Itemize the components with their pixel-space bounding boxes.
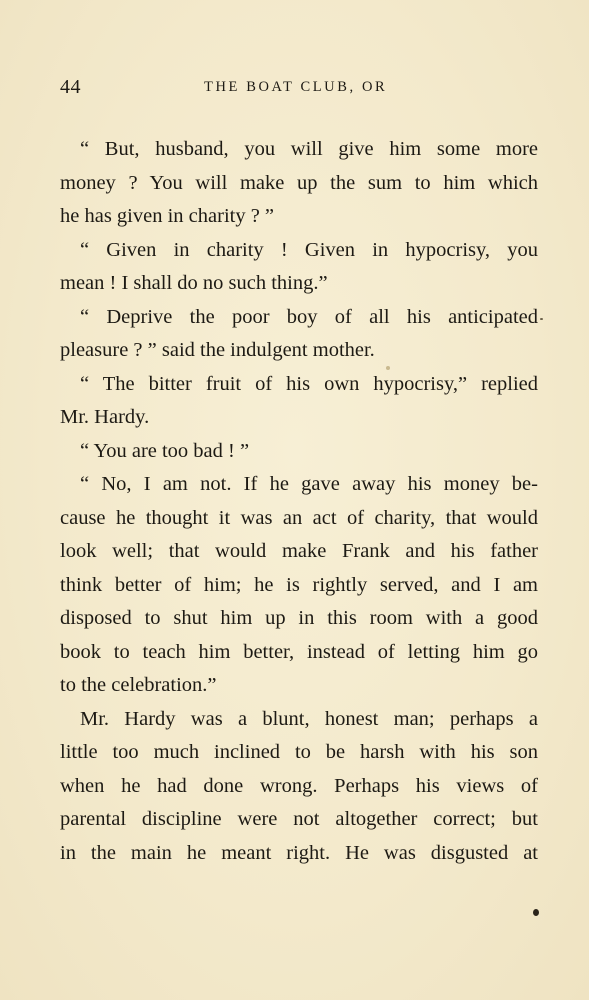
text-line: cause he thought it was an act of charity, that would [60,506,538,529]
text-line: mean ! I shall do no such thing.” [60,272,328,294]
running-head: THE BOAT CLUB, OR [204,79,388,95]
text-line: when he had done wrong. Perhaps his views of [60,774,538,797]
paper-spot [386,366,390,370]
text-line: in the main he meant right. He was disgusted at [60,841,538,864]
text-line: “ But, husband, you will give him some more [80,138,538,160]
text-line: “ No, I am not. If he gave away his money be- [80,473,538,495]
text-line: little too much inclined to be harsh with his son [60,741,538,763]
text-line: “ Given in charity ! Given in hypocrisy, you [80,238,538,261]
body-text [60,133,538,870]
ink-mark [540,318,543,320]
page-number: 44 [60,76,81,98]
text-line: “ You are too bad ! ” [80,439,250,462]
text-line: he has given in charity ? ” [60,205,275,227]
page-header [60,76,538,102]
text-line: book to teach him better, instead of letting him go [60,640,538,663]
text-line: to the celebration.” [60,674,217,696]
text-line: pleasure ? ” said the indulgent mother. [60,339,375,361]
text-line: think better of him; he is rightly served, and I am [60,573,538,596]
text-line: Mr. Hardy. [60,406,150,428]
text-line: “ The bitter fruit of his own hypocrisy,” replied [80,372,538,395]
ink-speck [533,909,539,916]
text-line: parental discipline were not altogether correct; but [60,808,538,830]
text-line: disposed to shut him up in this room with a good [60,607,538,629]
text-line: money ? You will make up the sum to him which [60,171,538,194]
text-line: look well; that would make Frank and his father [60,540,538,562]
text-line: “ Deprive the poor boy of all his anticipated [80,305,538,328]
text-line: Mr. Hardy was a blunt, honest man; perhaps a [80,707,538,730]
